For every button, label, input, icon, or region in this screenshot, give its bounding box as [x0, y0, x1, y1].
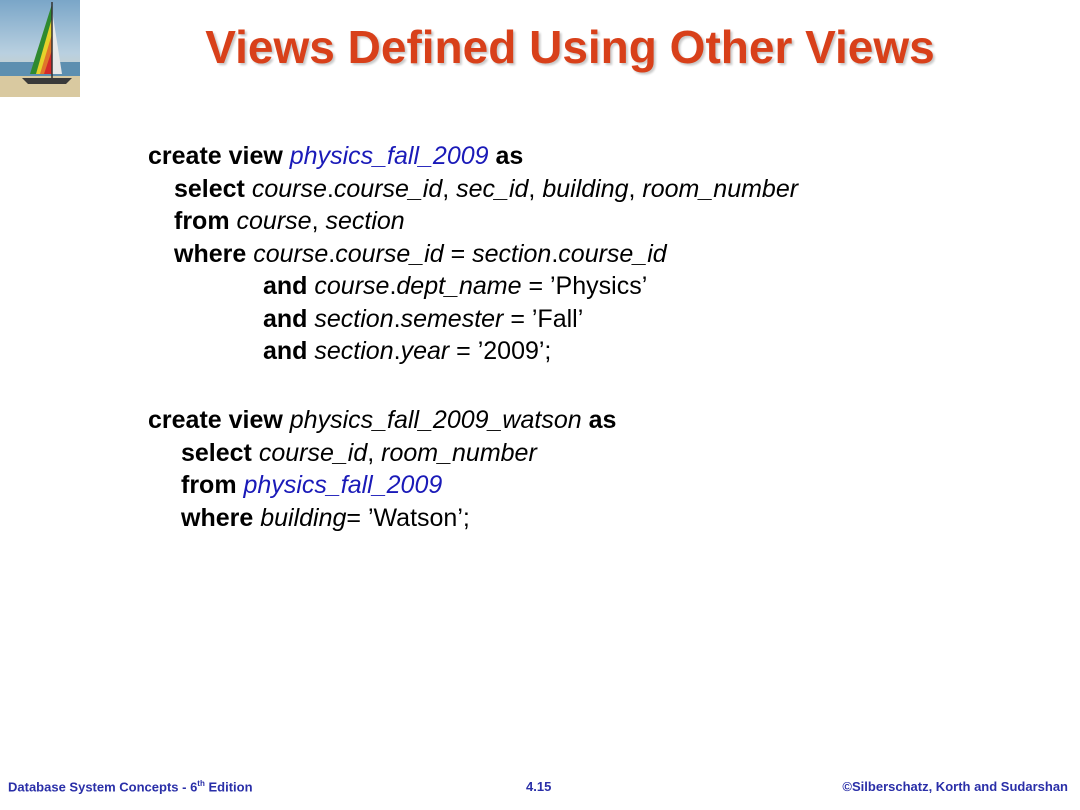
code-line: select course_id, room_number	[181, 438, 537, 467]
footer-book-title: Database System Concepts - 6th Edition	[8, 778, 253, 794]
code-line: and section.semester = ’Fall’	[263, 304, 584, 333]
sailboat-logo-icon	[0, 0, 80, 97]
code-line: where course.course_id = section.course_id	[174, 239, 667, 268]
code-line: and section.year = ’2009’;	[263, 337, 552, 365]
code-line: select course.course_id, sec_id, building, room_number	[174, 174, 799, 203]
code-line: where building= ’Watson’;	[181, 503, 470, 532]
code-block-physics-fall-2009-watson	[148, 404, 616, 534]
code-line: create view physics_fall_2009 as	[148, 142, 524, 170]
footer-copyright: ©Silberschatz, Korth and Sudarshan	[842, 779, 1068, 794]
code-block-physics-fall-2009	[148, 140, 798, 368]
slide-title: Views Defined Using Other Views	[205, 21, 935, 73]
footer-page-number: 4.15	[526, 779, 552, 794]
code-line: from course, section	[174, 207, 405, 235]
code-line: create view physics_fall_2009_watson as	[148, 406, 617, 434]
code-line: from physics_fall_2009	[181, 471, 443, 499]
code-line: and course.dept_name = ’Physics’	[263, 272, 648, 300]
